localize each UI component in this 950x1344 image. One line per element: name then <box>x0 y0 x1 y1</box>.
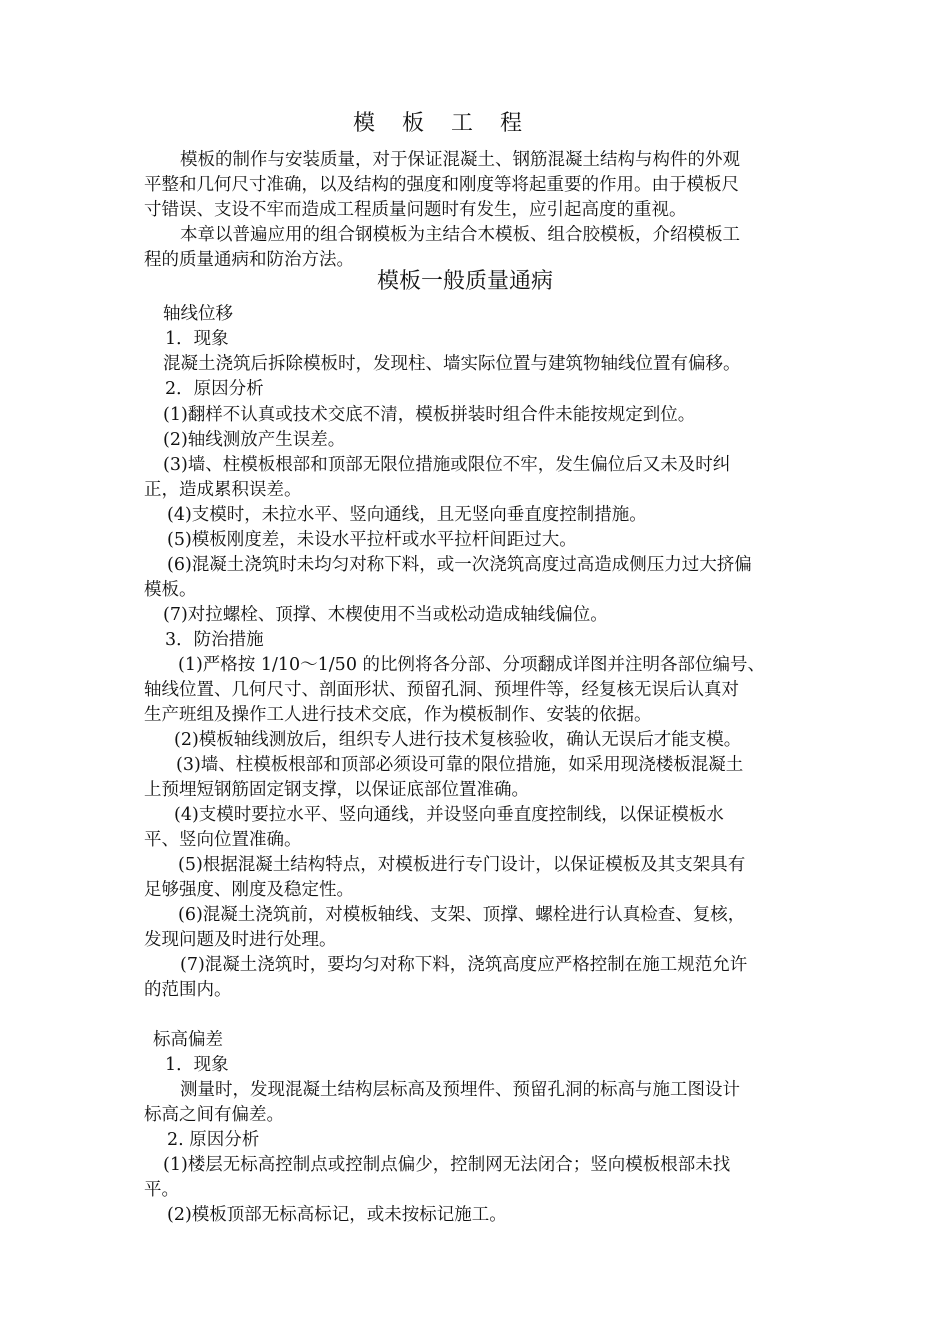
paragraph-line: 混凝土浇筑后拆除模板时，发现柱、墙实际位置与建筑物轴线位置有偏移。 <box>163 354 741 374</box>
list-item: (1)楼层无标高控制点或控制点偏少，控制网无法闭合；竖向模板根部未找 <box>163 1155 731 1175</box>
item-label: 2．原因分析 <box>165 379 264 399</box>
intro-line: 平整和几何尺寸准确，以及结构的强度和刚度等将起重要的作用。由于模板尺 <box>144 175 739 195</box>
document-title: 模 板 工 程 <box>353 111 532 136</box>
list-item-cont: 平、竖向位置准确。 <box>144 830 302 850</box>
list-item: (2)模板顶部无标高标记，或未按标记施工。 <box>167 1205 507 1225</box>
list-item: (2)轴线测放产生误差。 <box>163 430 346 450</box>
list-item-cont: 发现问题及时进行处理。 <box>144 930 337 950</box>
intro-line: 程的质量通病和防治方法。 <box>144 250 354 270</box>
list-item: (1)翻样不认真或技术交底不清，模板拼装时组合件未能按规定到位。 <box>163 405 696 425</box>
item-label: 1．现象 <box>165 1055 229 1075</box>
section-title: 模板一般质量通病 <box>376 269 553 294</box>
list-item-cont: 生产班组及操作工人进行技术交底，作为模板制作、安装的依据。 <box>144 705 652 725</box>
list-item: (3)墙、柱模板根部和顶部无限位措施或限位不牢，发生偏位后又未及时纠 <box>163 455 731 475</box>
paragraph-line: 标高之间有偏差。 <box>144 1105 284 1125</box>
intro-line: 寸错误、支设不牢而造成工程质量问题时有发生，应引起高度的重视。 <box>144 200 687 220</box>
list-item-cont: 模板。 <box>144 580 197 600</box>
item-label: 3．防治措施 <box>165 630 264 650</box>
list-item: (4)支模时要拉水平、竖向通线，并设竖向垂直度控制线，以保证模板水 <box>174 805 724 825</box>
item-label: 2. 原因分析 <box>167 1130 260 1150</box>
list-item-cont: 平。 <box>144 1180 179 1200</box>
list-item-cont: 的范围内。 <box>144 980 232 1000</box>
list-item: (5)根据混凝土结构特点，对模板进行专门设计，以保证模板及其支架具有 <box>178 855 746 875</box>
list-item-cont: 轴线位置、几何尺寸、剖面形状、预留孔洞、预埋件等，经复核无误后认真对 <box>144 680 739 700</box>
list-item: (4)支模时，未拉水平、竖向通线，且无竖向垂直度控制措施。 <box>167 505 647 525</box>
list-item: (2)模板轴线测放后，组织专人进行技术复核验收，确认无误后才能支模。 <box>174 730 742 750</box>
list-item: (6)混凝土浇筑时未均匀对称下料，或一次浇筑高度过高造成侧压力过大挤偏 <box>167 555 752 575</box>
paragraph-line: 测量时，发现混凝土结构层标高及预埋件、预留孔洞的标高与施工图设计 <box>180 1080 740 1100</box>
intro-line: 本章以普遍应用的组合钢模板为主结合木模板、组合胶模板，介绍模板工 <box>180 225 740 245</box>
list-item-cont: 足够强度、刚度及稳定性。 <box>144 880 354 900</box>
list-item: (6)混凝土浇筑前，对模板轴线、支架、顶撑、螺栓进行认真检查、复核， <box>178 905 746 925</box>
item-label: 1．现象 <box>165 329 229 349</box>
subsection-heading: 标高偏差 <box>153 1030 223 1050</box>
list-item: (7)对拉螺栓、顶撑、木楔使用不当或松动造成轴线偏位。 <box>163 605 608 625</box>
list-item-cont: 正，造成累积误差。 <box>144 480 302 500</box>
list-item: (7)混凝土浇筑时，要均匀对称下料，浇筑高度应严格控制在施工规范允许 <box>180 955 748 975</box>
intro-line: 模板的制作与安装质量，对于保证混凝土、钢筋混凝土结构与构件的外观 <box>180 150 740 170</box>
list-item: (5)模板刚度差，未设水平拉杆或水平拉杆间距过大。 <box>167 530 577 550</box>
subsection-heading: 轴线位移 <box>163 304 233 324</box>
list-item: (1)严格按 1/10～1/50 的比例将各分部、分项翻成详图并注明各部位编号、 <box>178 655 766 675</box>
list-item: (3)墙、柱模板根部和顶部必须设可靠的限位措施，如采用现浇楼板混凝土 <box>176 755 744 775</box>
list-item-cont: 上预埋短钢筋固定钢支撑，以保证底部位置准确。 <box>144 780 529 800</box>
